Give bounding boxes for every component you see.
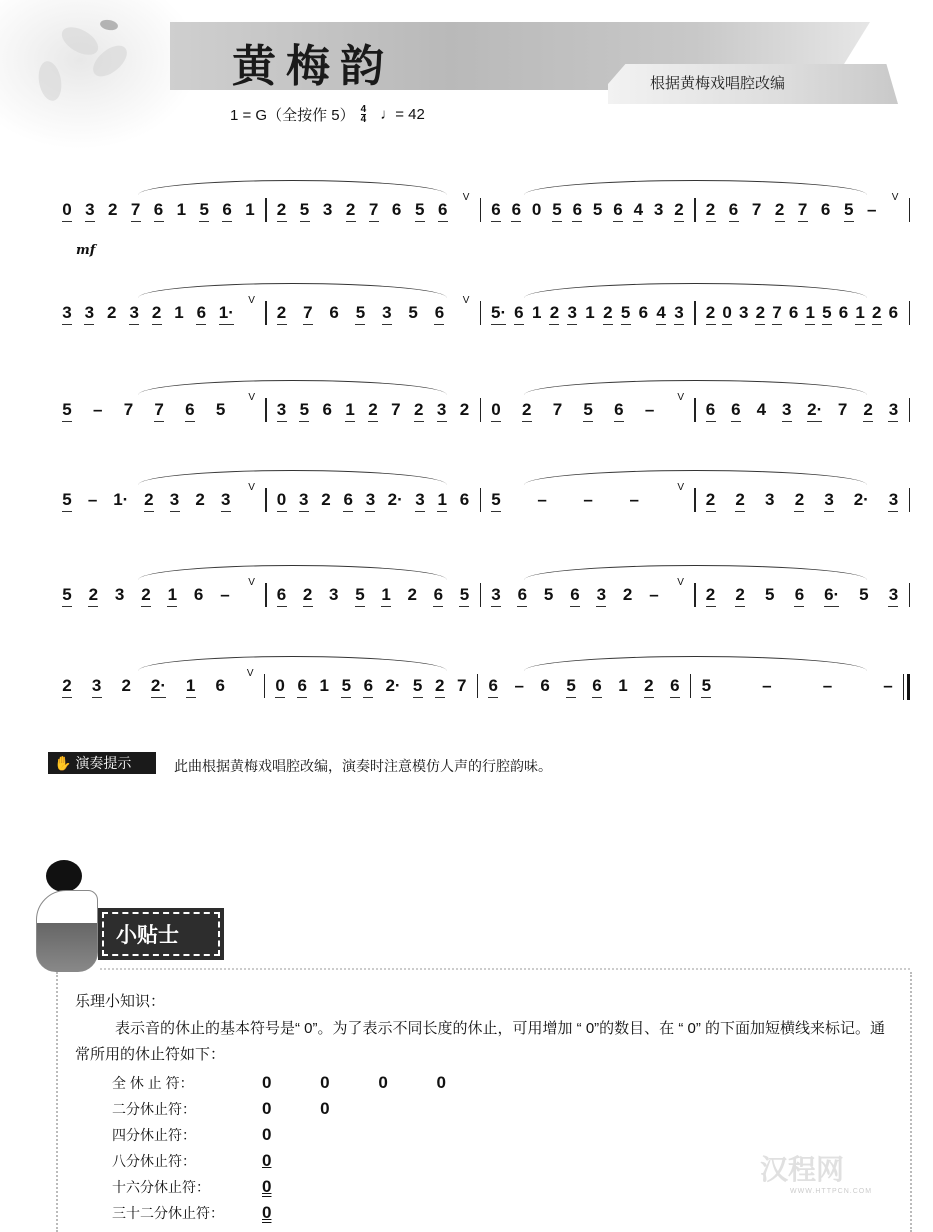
note: 2· [387,490,403,509]
measure [481,303,694,325]
rest-symbols-list [112,1070,468,1226]
note: 7 [303,303,313,325]
note: 5 [822,303,832,325]
note: 1· [219,303,234,325]
slur [524,470,867,485]
note: 2 [622,585,633,604]
note: 0 [722,303,732,325]
note: 6 [154,200,164,222]
note: 3 [782,400,792,422]
slur [138,283,447,298]
note: 6 [329,303,339,322]
note: 1· [113,490,129,509]
note: 7 [837,400,848,419]
dash: – [87,490,98,509]
note: 1 [345,400,355,422]
dash: – [883,676,893,695]
slur [524,565,867,580]
note: 6 [613,200,623,222]
note: 2 [346,200,356,222]
note: 3 [824,490,834,512]
note: 5 [552,200,562,222]
note: 3 [888,400,898,422]
note: 3 [365,490,375,512]
note: 6 [511,200,521,222]
note: 3 [114,585,125,604]
note: 1 [531,303,542,322]
note: 6 [706,400,716,422]
note: 5 [583,400,593,422]
note: 3 [596,585,606,607]
note: 6 [614,400,624,422]
note: 3 [170,490,180,512]
measure [52,482,265,512]
breath-mark: V [248,392,255,403]
note: 2 [755,303,765,325]
note: 6 [193,585,204,604]
note: 3 [739,303,749,322]
note: 3 [567,303,577,325]
note: 0 [277,490,287,512]
note: 3 [92,676,102,698]
music-theory-heading: 乐理小知识： [75,993,166,1010]
performance-tip-text: 此曲根据黄梅戏唱腔改编，演奏时注意模仿人声的行腔韵味。 [174,758,552,774]
note: 2 [195,490,205,509]
note: 5 [765,585,775,604]
note: 5 [408,303,418,322]
note: 2 [522,400,532,422]
slur [138,380,447,395]
note: 7 [798,200,808,222]
note: 2 [141,585,151,607]
note: 5 [491,490,501,512]
note: 2 [706,200,716,222]
note: 5 [701,676,711,698]
note: 3 [322,200,333,219]
note: 6 [514,303,524,325]
note: 3 [674,303,684,325]
breath-mark: V [462,295,470,306]
measure [265,676,477,698]
note: 5 [566,676,576,698]
note: 2 [706,490,716,512]
note: 5 [355,585,365,607]
final-barline [903,674,910,700]
note: 6 [838,303,849,322]
dash: – [762,676,772,695]
note: 2· [807,400,822,422]
note: 3 [437,400,447,422]
barline [909,301,911,325]
measure [52,200,265,222]
breath-mark: V [677,577,684,588]
note: 2· [853,490,869,509]
note: 3 [765,490,775,509]
music-theory-paragraph: 表示音的休止的基本符号是“ 0”。为了表示不同长度的休止，可用增加 “ 0”的数目、在 “ 0” 的下面加短横线来标记。通常所用的休止符如下： [75,1020,886,1063]
note: 6 [433,585,443,607]
note: 1 [167,585,177,607]
note: 2 [121,676,131,695]
note: 7 [772,303,782,325]
measure [52,668,264,698]
measure [696,400,909,422]
note: 3 [129,303,139,325]
dash: – [866,200,877,219]
rest-row-half: 二分休止符： 0 0 [112,1099,352,1118]
note: 2 [321,490,331,509]
note: 5· [491,303,506,325]
note: 3 [888,490,898,512]
note: 2 [414,400,424,422]
note: 6 [196,303,206,325]
note: 5 [459,585,469,607]
measure [696,490,909,512]
note: 5 [299,400,309,422]
note: 6 [343,490,353,512]
barline [909,488,911,512]
note: 6 [788,303,799,322]
note: 2 [735,585,745,607]
hand-icon: ✋ [54,754,72,771]
breath-mark: V [248,295,255,306]
note: 6 [592,676,602,698]
note: 7 [131,200,141,222]
note: 6 [297,676,307,698]
note: 6 [459,490,470,509]
note: 0 [491,400,501,422]
dynamic-mf: mf [76,243,96,258]
score-line [52,380,910,440]
note: 2 [644,676,654,698]
measure [267,585,480,607]
subtitle: 根据黄梅戏唱腔改编 [650,75,786,92]
note: 7 [552,400,563,419]
note: 6 [888,303,899,322]
note: 6 [794,585,804,607]
note: 7 [751,200,762,219]
rest-row-quarter: 四分休止符： 0 [112,1125,294,1144]
note: 1 [805,303,815,325]
note: 7 [369,200,379,222]
note: 7 [154,400,164,422]
note: 3 [382,303,392,325]
measure [267,490,480,512]
measure [267,295,480,325]
note: 5 [543,585,554,604]
note: 0 [62,200,72,222]
slur [138,180,447,195]
note: 6 [215,676,225,695]
note: 3 [491,585,501,607]
note: 6 [185,400,195,422]
note: 2 [152,303,162,325]
dash: – [822,676,833,695]
note: 2· [151,676,166,698]
note: 2 [108,200,118,219]
score-line [52,565,910,625]
note: 2 [107,303,117,322]
note: 1 [381,585,391,607]
note: 2 [735,490,745,512]
note: 2 [674,200,684,222]
breath-mark: V [248,482,255,493]
watermark: 汉程网 WWW.HTTPCN.COM [760,1154,873,1195]
note: 4 [633,200,643,222]
measure [267,400,480,422]
note: 2 [706,303,716,325]
note: 6 [820,200,831,219]
note: 6 [572,200,582,222]
slur [524,380,867,395]
note: 1 [176,200,187,219]
note: 6 [391,200,402,219]
note: 2 [88,585,98,607]
girl-flute-illustration [36,860,106,970]
note: 1 [855,303,865,325]
note: 7 [391,400,401,419]
measure [696,303,909,325]
note: 1 [585,303,595,322]
note: 5 [859,585,869,604]
note: 6 [222,200,232,222]
note: 0 [531,200,542,219]
dash: – [92,400,103,419]
note: 5 [62,490,72,512]
barline [909,583,911,607]
note: 2 [603,303,613,325]
note: 3 [653,200,664,219]
measure [691,676,903,698]
slur [138,565,447,580]
note: 5 [355,303,365,325]
note: 5 [215,400,226,419]
dash: – [644,400,655,419]
measure [696,192,909,222]
time-signature: 4 4 [360,104,367,125]
note: 0 [275,676,285,698]
note: 6 [277,585,287,607]
note: 5 [300,200,310,222]
note: 6 [638,303,649,322]
note: 6 [540,676,550,695]
key-tempo-line [230,104,425,125]
measure [478,676,690,698]
note: 3 [62,303,72,325]
dash: – [537,490,547,509]
note: 3 [277,400,287,422]
note: 2 [62,676,72,698]
score-line [52,656,910,716]
score-line [52,283,910,343]
note: 7 [123,400,134,419]
score-line [52,470,910,530]
note: 3 [888,585,898,607]
measure [481,200,694,222]
slur [524,656,867,671]
breath-mark: V [246,668,254,679]
note: 5 [413,676,423,698]
breath-mark: V [677,392,684,403]
note: 2· [385,676,401,695]
note: 3 [85,200,95,222]
note: 6 [363,676,373,698]
note: 5 [592,200,603,219]
note: 1 [319,676,329,695]
note: 1 [437,490,447,512]
measure [52,577,265,607]
note: 4 [656,303,666,325]
note: 6 [322,400,332,419]
note: 6 [488,676,498,698]
barline [909,398,911,422]
measure [481,392,694,422]
note: 2 [144,490,154,512]
note: 2 [407,585,417,604]
slur [524,180,867,195]
note: 5 [341,676,351,698]
measure [481,577,694,607]
note: 1 [186,676,196,698]
dash: – [649,585,659,604]
breath-mark: V [891,192,899,203]
note: 5 [62,585,72,607]
note: 4 [756,400,767,419]
note: 6 [729,200,739,222]
note: 5 [844,200,854,222]
note: 3 [221,490,231,512]
note: 6 [670,676,680,698]
note: 2 [706,585,716,607]
page-title: 黄梅韵 [232,41,394,92]
note: 5 [621,303,631,325]
note: 6 [434,303,444,325]
note: 3 [84,303,94,325]
tips-label: 小贴士 [98,908,224,960]
note: 6 [438,200,448,222]
note: 2 [435,676,445,698]
note: 1 [618,676,628,695]
note: 5 [199,200,209,222]
slur [524,283,867,298]
note: 3 [329,585,339,604]
slur [138,470,447,485]
note: 1 [245,200,255,219]
dash: – [583,490,593,509]
note: 6 [731,400,741,422]
rest-row-whole: 全 休 止 符： 0 0 0 0 [112,1073,468,1092]
note: 3 [299,490,309,512]
measure [267,192,480,222]
measure [696,585,909,607]
score-line [52,180,910,240]
note: 6 [517,585,527,607]
note: 1 [174,303,184,322]
rest-row-sixteenth: 十六分休止符： 0 [112,1177,272,1196]
slur [138,656,447,671]
measure [52,295,265,325]
note: 2 [303,585,313,607]
breath-mark: V [248,577,255,588]
note: 2 [368,400,378,422]
note: 2 [863,400,873,422]
dash: – [220,585,230,604]
note: 2 [459,400,470,419]
note: 6 [570,585,580,607]
measure [481,482,694,512]
note: 2 [549,303,559,325]
note: 6 [491,200,501,222]
dash: – [629,490,639,509]
note: 2 [872,303,882,325]
rest-row-eighth: 八分休止符： 0 [112,1151,272,1170]
note: 2 [775,200,785,222]
note: 5 [415,200,425,222]
note: 2 [277,200,287,222]
barline [909,198,911,222]
performance-tip-badge: ✋ 演奏提示 [48,752,156,774]
note: 7 [457,676,467,695]
note: 2 [277,303,287,325]
tempo-marking: ♩= 42 [380,106,425,123]
note: 2 [794,490,804,512]
measure [52,392,265,422]
note: 6· [824,585,839,607]
key-signature: 1 = G（全按作 5） [230,107,355,124]
breath-mark: V [677,482,684,493]
note: 5 [62,400,72,422]
rest-row-thirty-second: 三十二分休止符： 0 [112,1203,272,1222]
dash: – [514,676,524,695]
breath-mark: V [462,192,470,203]
note: 3 [415,490,425,512]
